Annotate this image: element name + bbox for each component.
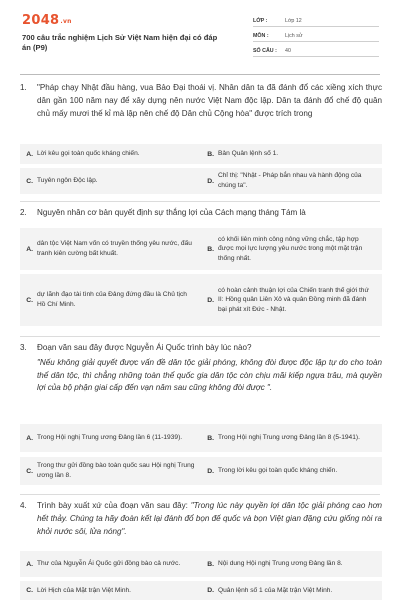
question-3 (20, 342, 382, 395)
question-number: 2. (20, 208, 27, 217)
answer-row (20, 168, 382, 194)
meta-key: SỐ CÂU : (253, 48, 277, 54)
answer-option-c[interactable]: C. Trong thư gửi đồng bào toàn quốc sau Hội nghị Trung ương lần 8. (26, 462, 195, 479)
answer-option-a[interactable]: A. Lời kêu gọi toàn quốc kháng chiến. (26, 150, 140, 158)
document-title: 700 câu trắc nghiệm Lịch Sử Việt Nam hiện đại có đáp án (P9) (22, 33, 218, 52)
answer-option-d[interactable]: D. có hoàn cảnh thuận lợi của Chiến tranh thế giới thứ II: Hồng quân Liên Xô và quân Đồng minh đã đánh bại phát xít Đức - Nhật. (207, 286, 369, 313)
answer-option-b[interactable]: B. Bản Quân lệnh số 1. (207, 150, 279, 158)
question-quote: "Nếu không giải quyết được vấn đề dân tộc giải phóng, không đòi được độc lập tự do cho toàn thể dân tộc, thì chẳng những toàn thể quốc gia dân tộc còn chịu mãi kiếp ngựa trâu, mà quyền lợi của bộ phận giai cấp đến vạn năm sau cũng không đòi được ". (37, 357, 382, 393)
site-logo[interactable]: 2048.vn (22, 13, 72, 28)
question-number: 3. (20, 343, 27, 352)
answer-row (20, 581, 382, 600)
header-divider (20, 74, 380, 75)
answer-option-d[interactable]: D. Trong lời kêu gọi toàn quốc kháng chiến. (207, 467, 338, 475)
meta-value: 40 (285, 48, 291, 54)
answer-option-b[interactable]: B. Trong Hội nghị Trung ương Đảng lần 8 (5-1941). (207, 434, 360, 442)
answer-option-c[interactable]: C. Lời Hịch của Mặt trận Việt Minh. (26, 586, 131, 594)
answer-option-a[interactable]: A. dân tộc Việt Nam vốn có truyền thống yêu nước, đấu tranh kiên cường bất khuất. (26, 240, 192, 257)
answer-row (20, 228, 382, 270)
question-text: "Pháp chạy Nhật đầu hàng, vua Bảo Đại thoái vị. Nhân dân ta đã đánh đổ các xiềng xích thực dân gần 100 năm nay để xây dựng nên nước Việt Nam độc lập. Dân ta đánh đổ chế độ quân chủ mấy mươi thế kỉ mà lập nên chế độ Dân chủ Cộng hòa" được trích trong (37, 83, 382, 118)
question-2 (20, 207, 382, 220)
question-4 (20, 500, 382, 538)
question-separator (20, 336, 380, 337)
meta-row-count (253, 42, 379, 57)
answer-option-c[interactable]: C. dự lãnh đạo tài tình của Đảng đứng đầu là Chủ tịch Hồ Chí Minh. (26, 291, 187, 308)
meta-key: LỚP : (253, 18, 268, 24)
meta-row-subject (253, 27, 379, 42)
answer-row (20, 424, 382, 452)
answer-row (20, 551, 382, 577)
answer-option-b[interactable]: B. Nội dung Hội nghị Trung ương Đảng lần 8. (207, 560, 343, 568)
document-header (0, 0, 400, 66)
document-meta (253, 12, 379, 57)
answer-row (20, 144, 382, 164)
answer-option-d[interactable]: D. Quân lệnh số 1 của Mặt trận Việt Minh. (207, 586, 333, 594)
question-number: 1. (20, 83, 27, 92)
meta-row-class (253, 12, 379, 27)
meta-key: MÔN : (253, 33, 269, 39)
answer-option-c[interactable]: C. Tuyên ngôn Độc lập. (26, 177, 98, 185)
answer-row (20, 274, 382, 326)
answer-option-b[interactable]: B. có khối liên minh công nông vững chắc, tập hợp được mọi lực lượng yêu nước trong một mặt trận thống nhất. (207, 235, 363, 262)
question-number: 4. (20, 501, 27, 510)
question-separator (20, 494, 380, 495)
question-text: Trình bày xuất xứ của đoạn văn sau đây: "Trong lúc này quyền lợi dân tộc giải phóng cao hơn hết thảy. Chúng ta hãy đoàn kết lại đánh đổ bọn đế quốc và bọn Việt gian đặng cứu giống nòi ra khỏi nước sôi, lửa nóng". (37, 501, 382, 536)
meta-value: Lớp 12 (285, 18, 302, 24)
answer-option-a[interactable]: A. Trong Hội nghị Trung ương Đảng lần 6 (11-1939). (26, 434, 183, 442)
question-text: Nguyên nhân cơ bản quyết định sự thắng lợi của Cách mạng tháng Tám là (37, 208, 306, 217)
answer-option-a[interactable]: A. Thư của Nguyễn Ái Quốc gửi đồng bào cả nước. (26, 560, 181, 568)
answer-row (20, 457, 382, 485)
answer-option-d[interactable]: D. Chỉ thị: "Nhật - Pháp bắn nhau và hành động của chúng ta". (207, 172, 362, 189)
question-text: Đoạn văn sau đây được Nguyễn Ái Quốc trình bày lúc nào? (37, 343, 252, 352)
question-separator (20, 201, 380, 202)
meta-value: Lịch sử (285, 33, 303, 39)
question-1 (20, 82, 382, 120)
